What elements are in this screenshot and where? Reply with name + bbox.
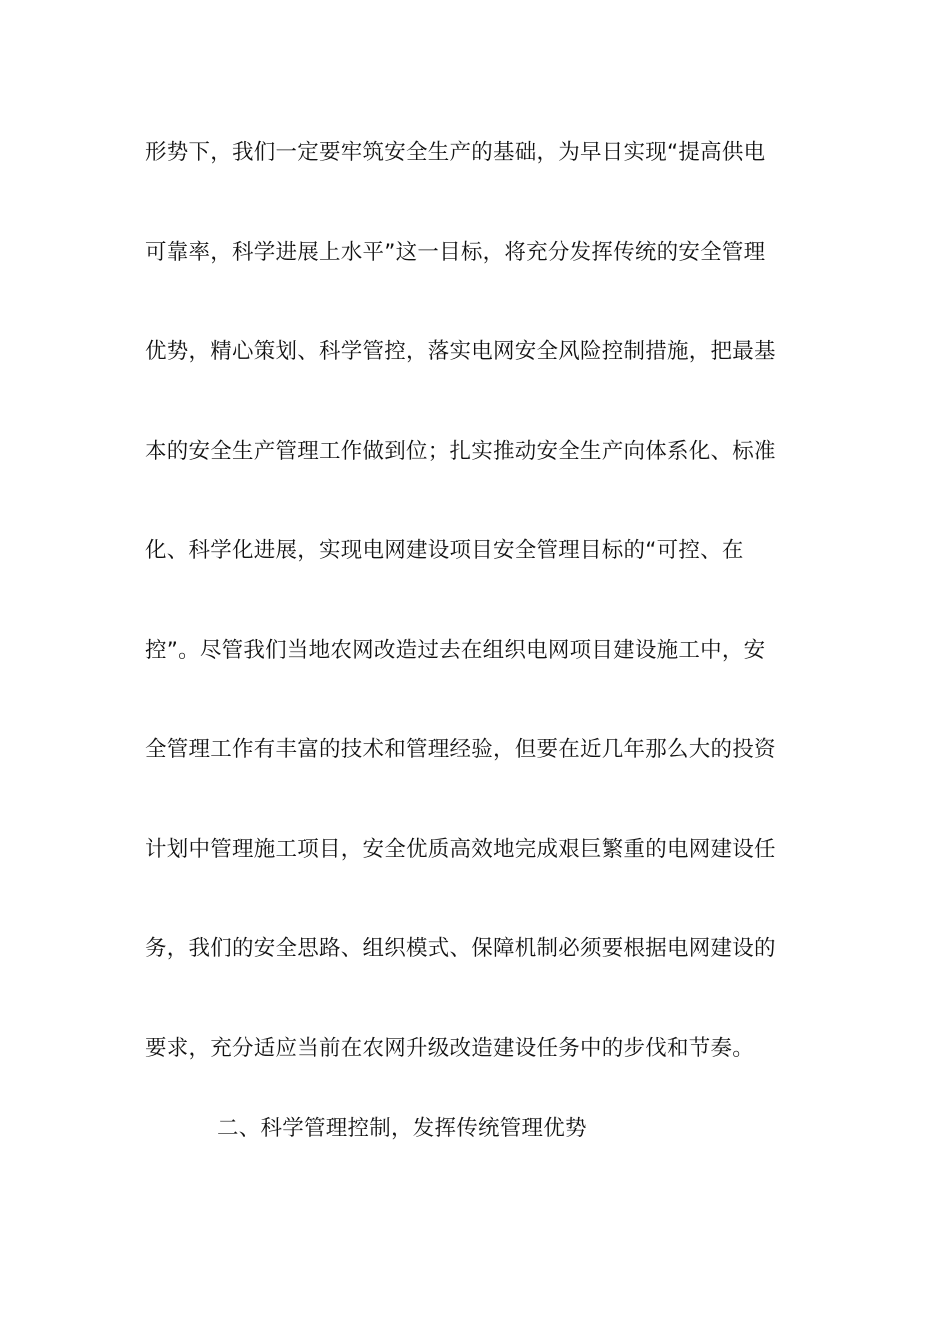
paragraph-line: 本的安全生产管理工作做到位；扎实推动安全生产向体系化、标准 — [145, 438, 776, 464]
paragraph-line: 可靠率，科学进展上水平”这一目标，将充分发挥传统的安全管理 — [145, 239, 766, 265]
paragraph-line: 全管理工作有丰富的技术和管理经验，但要在近几年那么大的投资 — [145, 737, 776, 762]
paragraph-line: 计划中管理施工项目，安全优质高效地完成艰巨繁重的电网建设任 — [145, 836, 776, 862]
paragraph-line: 形势下，我们一定要牢筑安全生产的基础，为早日实现“提高供电 — [145, 140, 766, 165]
paragraph-line: 要求，充分适应当前在农网升级改造建设任务中的步伐和节奏。 — [145, 1035, 755, 1061]
paragraph-line: 化、科学化进展，实现电网建设项目安全管理目标的“可控、在 — [145, 538, 744, 563]
body-paragraph — [145, 127, 845, 1122]
paragraph-line: 控”。尽管我们当地农网改造过去在组织电网项目建设施工中，安 — [145, 637, 766, 663]
paragraph-line: 务，我们的安全思路、组织模式、保障机制必须要根据电网建设的 — [145, 936, 776, 961]
paragraph-line: 优势，精心策划、科学管控，落实电网安全风险控制措施，把最基 — [145, 339, 776, 364]
section-heading: 二、科学管理控制，发挥传统管理优势 — [217, 1116, 587, 1141]
